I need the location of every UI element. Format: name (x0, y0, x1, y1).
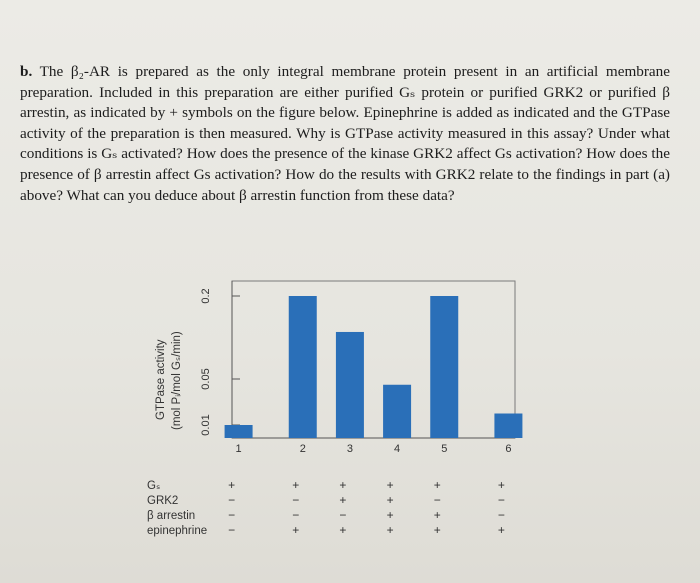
bar-5 (430, 296, 458, 438)
condition-table (147, 478, 505, 537)
x-tick-label-3: 3 (346, 443, 353, 455)
y-axis-title-line2: (mol Pᵢ/mol Gₛ/min) (171, 331, 183, 430)
condition-name-3: epinephrine (147, 525, 208, 537)
condition-symbol-1-1: − (292, 493, 300, 507)
condition-symbol-0-5: + (497, 478, 505, 492)
condition-symbol-1-3: + (386, 493, 394, 507)
condition-symbol-3-4: + (433, 523, 441, 537)
bars (225, 296, 523, 438)
question-body: The β₂-AR is prepared as the only integral membrane protein present in an artificial membrane preparation. Included in this preparation are either purified Gₛ protein or purified GRK2 or purified β arrestin, as indicated by + symbols on the figure below. Epinephrine is added as indicated and the GTPase activity of the preparation is then measured. Why is GTPase activity measured in this assay? Under what conditions is Gₛ activated? How does the presence of the kinase GRK2 affect Gs activation? How does the presence of β arrestin affect Gs activation? How do the results with GRK2 relate to the findings in part (a) above? What can you deduce about β arrestin function from these data? (20, 63, 670, 204)
bar-6 (494, 414, 522, 439)
x-tick-label-5: 5 (441, 443, 448, 455)
plot-frame (232, 281, 515, 438)
condition-symbol-0-4: + (433, 478, 441, 492)
condition-symbol-0-2: + (339, 478, 347, 492)
x-tick-label-4: 4 (394, 443, 401, 455)
condition-symbol-1-4: − (433, 493, 441, 507)
condition-symbol-2-0: − (228, 508, 236, 522)
condition-symbol-2-4: + (433, 508, 441, 522)
y-axis-title-line1: GTPase activity (155, 339, 167, 420)
condition-symbol-0-0: + (228, 478, 236, 492)
question-label: b. (20, 63, 33, 80)
condition-symbol-2-5: − (497, 508, 505, 522)
condition-name-2: β arrestin (147, 510, 196, 522)
condition-symbol-0-3: + (386, 478, 394, 492)
condition-symbol-0-1: + (292, 478, 300, 492)
condition-symbol-2-2: − (339, 508, 347, 522)
condition-name-0: Gₛ (147, 480, 161, 492)
condition-symbol-2-1: − (292, 508, 300, 522)
y-tick-label-1: 0.05 (200, 368, 212, 390)
bar-2 (289, 296, 317, 438)
condition-symbol-1-2: + (339, 493, 347, 507)
x-tick-label-2: 2 (299, 443, 306, 455)
y-axis-title (155, 331, 183, 430)
y-tick-label-2: 0.01 (200, 414, 212, 436)
bar-3 (336, 332, 364, 438)
x-tick-labels (236, 443, 512, 455)
x-tick-label-1: 1 (235, 443, 242, 455)
condition-symbol-3-2: + (339, 523, 347, 537)
bar-1 (225, 425, 253, 438)
bar-4 (383, 385, 411, 438)
condition-symbol-3-0: − (228, 523, 236, 537)
x-tick-label-6: 6 (505, 443, 512, 455)
condition-symbol-1-5: − (497, 493, 505, 507)
condition-symbol-1-0: − (228, 493, 236, 507)
condition-symbol-3-1: + (292, 523, 300, 537)
condition-symbol-2-3: + (386, 508, 394, 522)
condition-symbol-3-5: + (497, 523, 505, 537)
condition-name-1: GRK2 (147, 495, 179, 507)
y-tick-label-0: 0.2 (200, 288, 212, 304)
y-ticks (200, 288, 240, 435)
condition-symbol-3-3: + (386, 523, 394, 537)
